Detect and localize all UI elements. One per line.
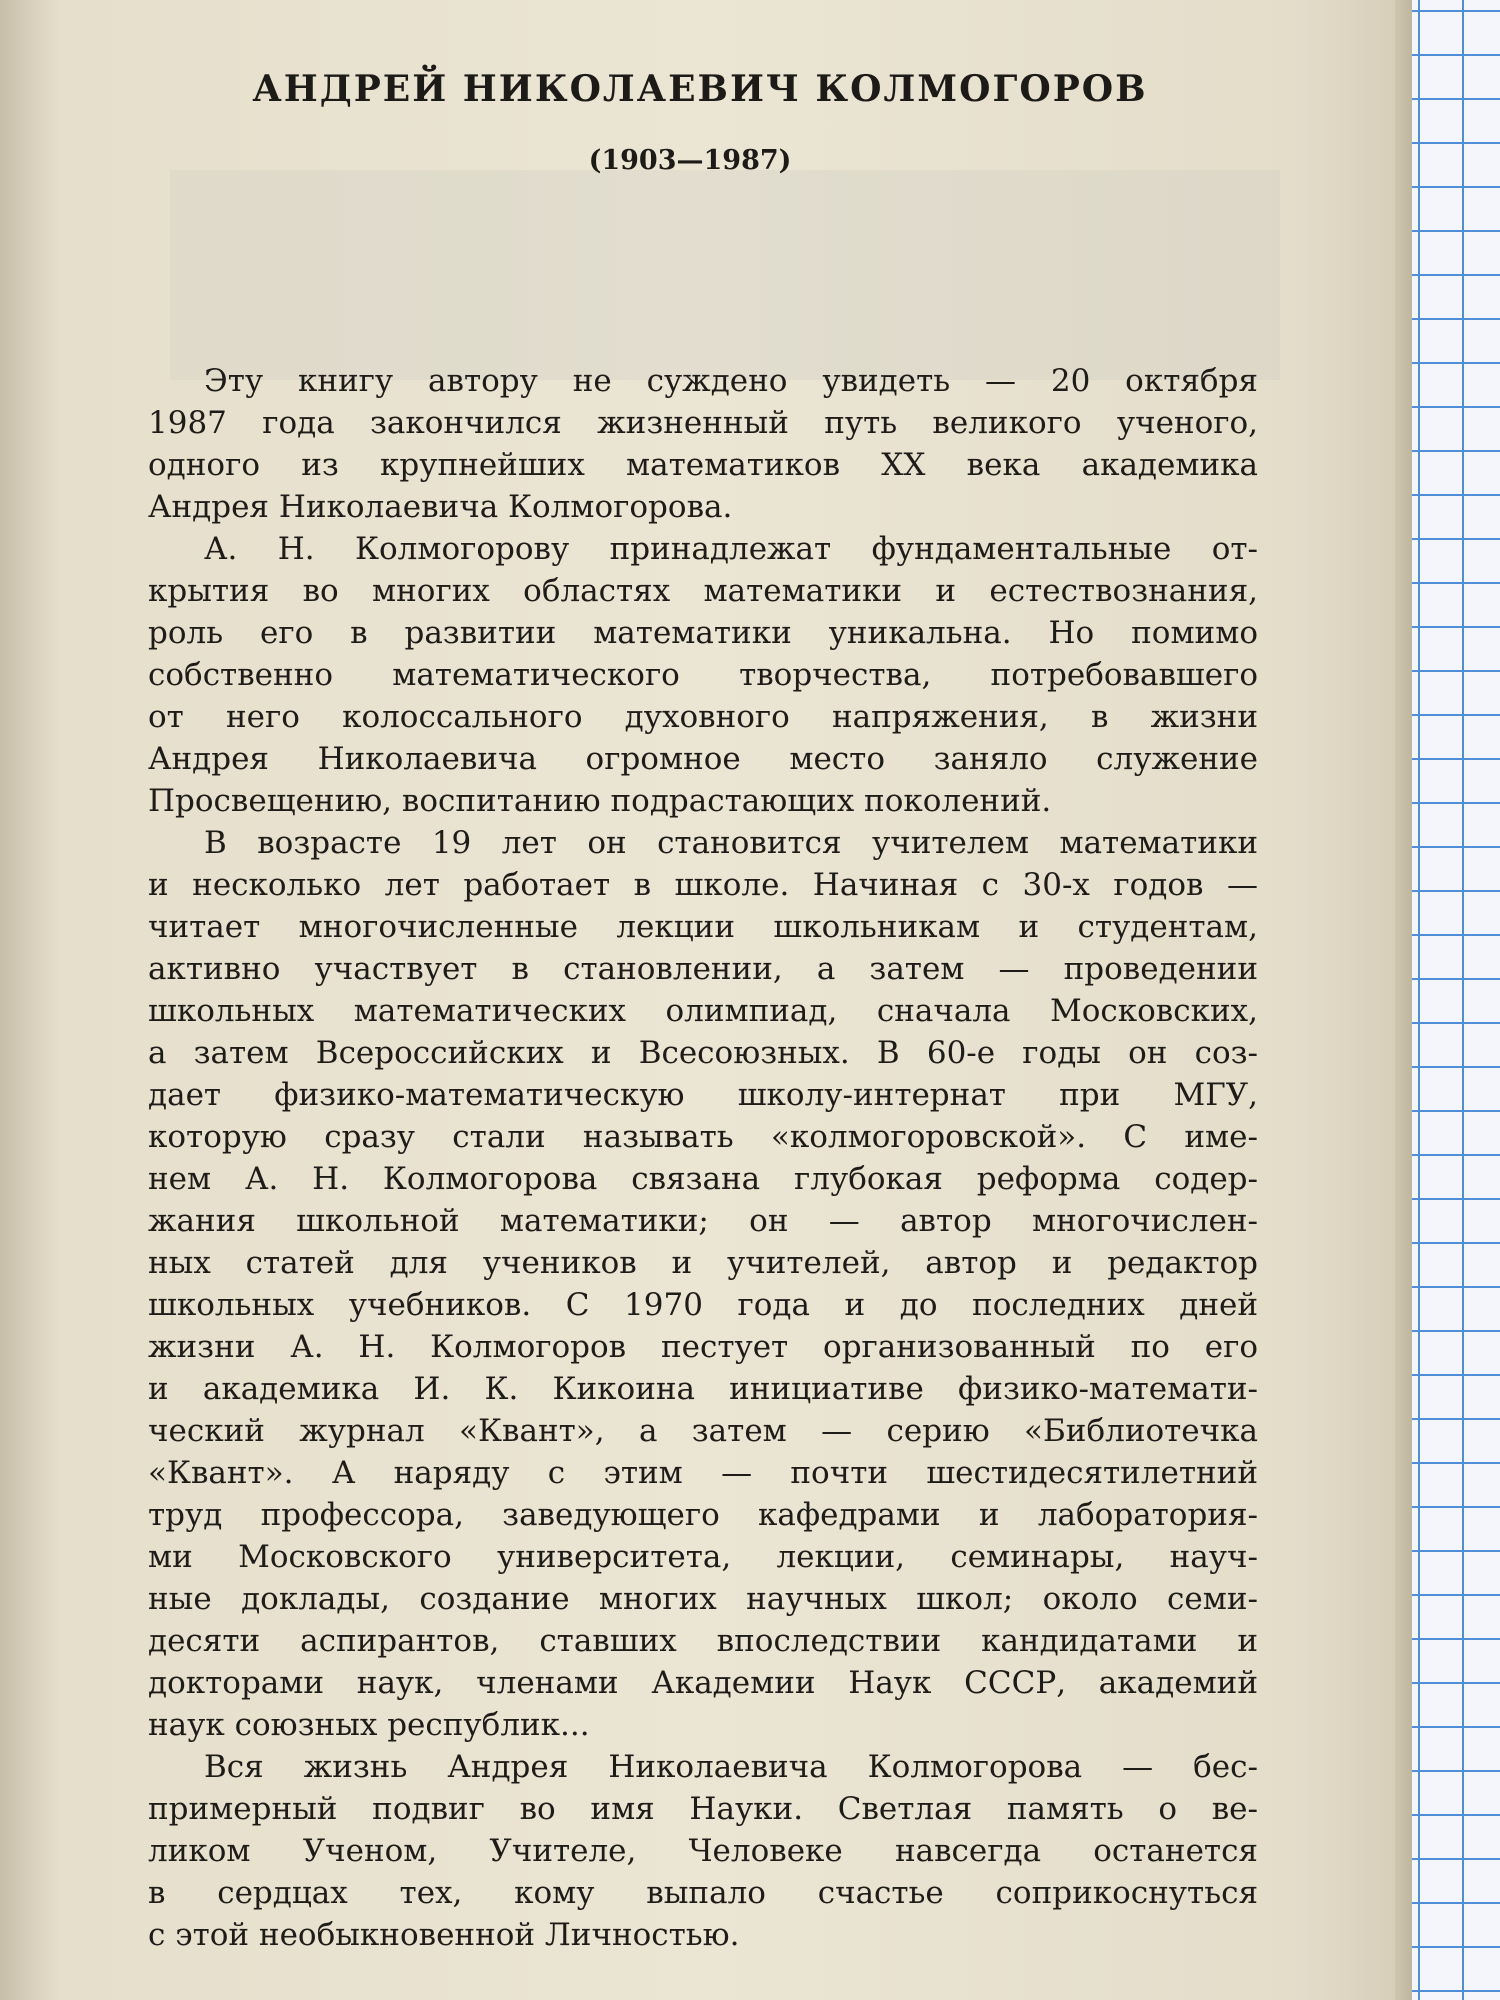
text-line: жания школьной математики; он — автор многочислен- <box>148 1203 1258 1239</box>
text-line: ных статей для учеников и учителей, автор и редактор <box>148 1245 1258 1281</box>
text-line: наук союзных республик... <box>148 1707 590 1743</box>
text-line: Андрея Николаевича Колмогорова. <box>148 489 733 525</box>
text-line: крытия во многих областях математики и естествознания, <box>148 573 1258 609</box>
text-line: роль его в развитии математики уникальна. Но помимо <box>148 615 1258 651</box>
text-line: читает многочисленные лекции школьникам и студентам, <box>148 909 1258 945</box>
text-line: а затем Всероссийских и Всесоюзных. В 60-е годы он соз- <box>148 1035 1258 1071</box>
text-line: активно участвует в становлении, а затем — проведении <box>148 951 1258 987</box>
text-line: ческий журнал «Квант», а затем — серию «Библиотечка <box>148 1413 1258 1449</box>
text-line: докторами наук, членами Академии Наук СССР, академий <box>148 1665 1258 1701</box>
page-shading <box>170 170 1280 380</box>
text-line: с этой необыкновенной Личностью. <box>148 1917 740 1953</box>
text-line: в сердцах тех, кому выпало счастье соприкоснуться <box>148 1875 1258 1911</box>
text-line: нем А. Н. Колмогорова связана глубокая реформа содер- <box>148 1161 1258 1197</box>
text-line: десяти аспирантов, ставших впоследствии кандидатами и <box>148 1623 1258 1659</box>
text-line: В возрасте 19 лет он становится учителем математики <box>204 825 1258 861</box>
text-line: дает физико-математическую школу-интернат при МГУ, <box>148 1077 1258 1113</box>
text-line: примерный подвиг во имя Науки. Светлая память о ве- <box>148 1791 1258 1827</box>
text-line: одного из крупнейших математиков XX века академика <box>148 447 1258 483</box>
text-line: от него колоссального духовного напряжения, в жизни <box>148 699 1258 735</box>
text-line: и несколько лет работает в школе. Начиная с 30-х годов — <box>148 867 1258 903</box>
text-line: труд профессора, заведующего кафедрами и лаборатория- <box>148 1497 1258 1533</box>
text-line: ные доклады, создание многих научных школ; около семи- <box>148 1581 1258 1617</box>
text-line: собственно математического творчества, потребовавшего <box>148 657 1258 693</box>
text-line: ликом Ученом, Учителе, Человеке навсегда останется <box>148 1833 1258 1869</box>
text-line: Просвещению, воспитанию подрастающих поколений. <box>148 783 1052 819</box>
body-text <box>148 360 1258 1956</box>
graph-paper-background <box>1412 0 1500 2000</box>
page-title: АНДРЕЙ НИКОЛАЕВИЧ КОЛМОГОРОВ <box>252 68 1148 110</box>
text-line: и академика И. К. Кикоина инициативе физико-математи- <box>148 1371 1258 1407</box>
page-edge <box>1395 0 1413 2000</box>
text-line: школьных математических олимпиад, сначала Московских, <box>148 993 1258 1029</box>
text-line: «Квант». А наряду с этим — почти шестидесятилетний <box>148 1455 1258 1491</box>
text-line: жизни А. Н. Колмогоров пестует организованный по его <box>148 1329 1258 1365</box>
text-line: 1987 года закончился жизненный путь великого ученого, <box>148 405 1258 441</box>
text-line: ми Московского университета, лекции, семинары, науч- <box>148 1539 1258 1575</box>
life-years: (1903—1987) <box>588 145 792 176</box>
text-line: А. Н. Колмогорову принадлежат фундаментальные от- <box>204 531 1258 567</box>
text-line: которую сразу стали называть «колмогоровской». С име- <box>148 1119 1258 1155</box>
text-line: Андрея Николаевича огромное место заняло служение <box>148 741 1258 777</box>
text-line: Эту книгу автору не суждено увидеть — 20 октября <box>204 363 1258 399</box>
text-line: школьных учебников. С 1970 года и до последних дней <box>148 1287 1258 1323</box>
text-line: Вся жизнь Андрея Николаевича Колмогорова — бес- <box>204 1749 1258 1785</box>
